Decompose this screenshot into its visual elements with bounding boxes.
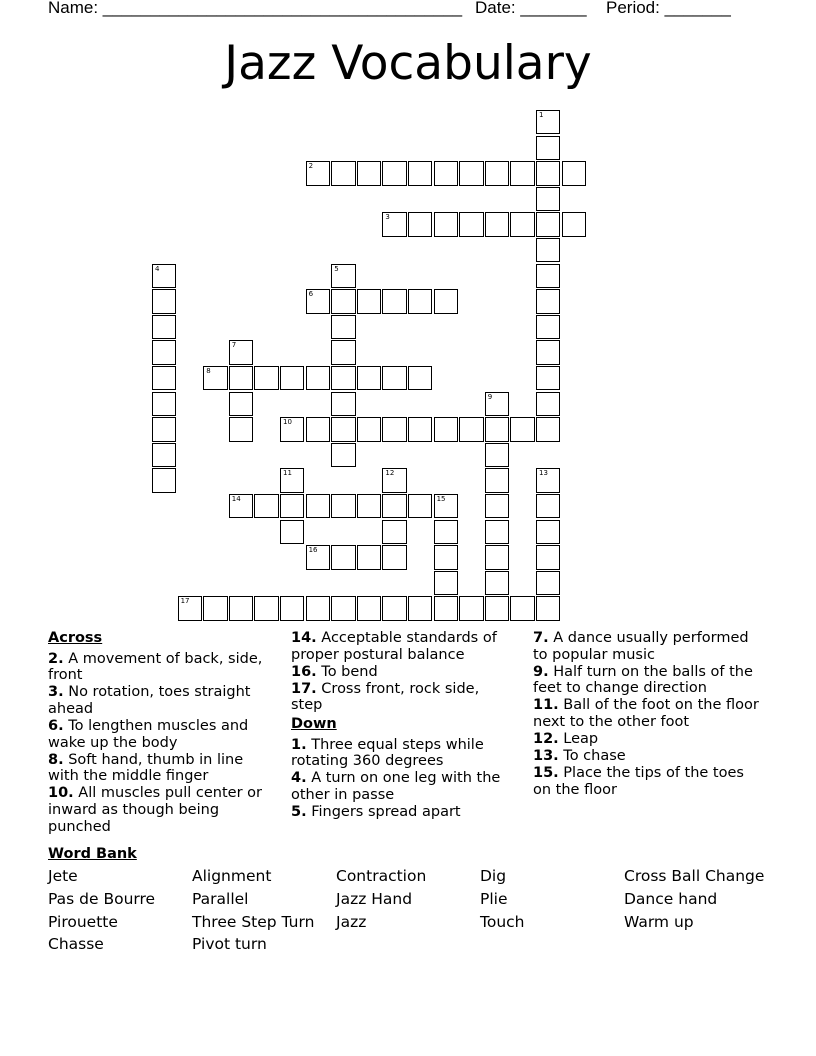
crossword-cell[interactable] bbox=[331, 366, 355, 390]
word-bank-item: Jete bbox=[48, 867, 78, 885]
crossword-cell[interactable] bbox=[536, 468, 560, 492]
page-title: Jazz Vocabulary bbox=[224, 36, 592, 91]
crossword-cell[interactable] bbox=[306, 289, 330, 313]
name-field-label: Name: ______________________________________ bbox=[48, 0, 463, 17]
down-heading: Down bbox=[291, 715, 337, 732]
word-bank-item: Touch bbox=[480, 912, 525, 931]
clue-item bbox=[533, 697, 763, 730]
across-heading: Across bbox=[48, 630, 103, 646]
clue-item bbox=[48, 684, 276, 717]
crossword-cell[interactable] bbox=[229, 392, 253, 416]
crossword-cell[interactable] bbox=[459, 417, 483, 441]
crossword-cell[interactable] bbox=[434, 596, 458, 620]
crossword-cell[interactable] bbox=[331, 315, 355, 339]
clue-item bbox=[48, 651, 276, 684]
clue-number: 17 bbox=[180, 597, 190, 606]
crossword-cell[interactable] bbox=[152, 468, 176, 492]
clue-number-label: 10. bbox=[48, 785, 74, 802]
word-bank-item: Pirouette bbox=[48, 912, 118, 931]
crossword-cell[interactable] bbox=[536, 366, 560, 390]
crossword-cell[interactable] bbox=[331, 596, 355, 620]
clue-number: 2 bbox=[308, 162, 314, 171]
clue-text: To bend bbox=[316, 663, 378, 680]
crossword-cell[interactable] bbox=[152, 289, 176, 313]
clue-item bbox=[48, 752, 276, 785]
crossword-cell[interactable] bbox=[331, 289, 355, 313]
clue-item bbox=[291, 681, 515, 714]
crossword-cell[interactable] bbox=[357, 545, 381, 569]
crossword-cell[interactable] bbox=[357, 494, 381, 518]
clue-text: To chase bbox=[558, 748, 626, 765]
clue-item bbox=[48, 718, 276, 751]
crossword-cell[interactable] bbox=[485, 596, 509, 620]
crossword-cell[interactable] bbox=[254, 494, 278, 518]
crossword-cell[interactable] bbox=[510, 417, 534, 441]
clue-number-label: 14. bbox=[291, 630, 317, 646]
clue-number: 6 bbox=[308, 290, 314, 299]
clue-item bbox=[533, 748, 763, 765]
clue-item bbox=[291, 737, 515, 770]
crossword-cell[interactable] bbox=[536, 264, 560, 288]
word-bank-item: Dance hand bbox=[624, 889, 718, 908]
crossword-cell[interactable] bbox=[485, 520, 509, 544]
clue-text: Soft hand, thumb in line with the middle finger bbox=[48, 751, 244, 785]
crossword-cell[interactable] bbox=[382, 596, 406, 620]
crossword-cell[interactable] bbox=[152, 315, 176, 339]
crossword-cell[interactable] bbox=[434, 571, 458, 595]
crossword-cell[interactable] bbox=[178, 596, 202, 620]
down-clue-list-continued bbox=[533, 630, 763, 798]
crossword-cell[interactable] bbox=[357, 289, 381, 313]
crossword-cell[interactable] bbox=[536, 187, 560, 211]
crossword-cell[interactable] bbox=[434, 161, 458, 185]
crossword-cell[interactable] bbox=[280, 417, 304, 441]
clue-text: A dance usually performed to popular music bbox=[533, 630, 749, 663]
clue-number-label: 2. bbox=[48, 650, 64, 667]
clue-number-label: 17. bbox=[291, 680, 317, 697]
crossword-cell[interactable] bbox=[434, 289, 458, 313]
crossword-cell[interactable] bbox=[254, 366, 278, 390]
clue-number-label: 7. bbox=[533, 630, 549, 646]
period-field-label: Period: _______ bbox=[606, 0, 731, 17]
crossword-cell[interactable] bbox=[434, 520, 458, 544]
clue-item bbox=[48, 785, 276, 835]
crossword-cell[interactable] bbox=[382, 545, 406, 569]
word-bank-item: Pas de Bourre bbox=[48, 889, 156, 908]
clue-number: 7 bbox=[231, 341, 237, 350]
word-bank-title: Word Bank bbox=[48, 846, 137, 862]
crossword-cell[interactable] bbox=[408, 212, 432, 236]
crossword-cell[interactable] bbox=[485, 571, 509, 595]
crossword-cell[interactable] bbox=[357, 596, 381, 620]
clue-number-label: 8. bbox=[48, 751, 64, 768]
crossword-cell[interactable] bbox=[382, 366, 406, 390]
crossword-cell[interactable] bbox=[536, 571, 560, 595]
crossword-cell[interactable] bbox=[203, 596, 227, 620]
clue-number: 15 bbox=[436, 495, 446, 503]
crossword-cell[interactable] bbox=[280, 468, 304, 492]
clue-number-label: 11. bbox=[533, 697, 559, 714]
crossword-cell[interactable] bbox=[536, 417, 560, 441]
word-bank-item: Dig bbox=[480, 867, 507, 885]
word-bank-item: Pivot turn bbox=[192, 935, 267, 954]
crossword-cell[interactable] bbox=[382, 212, 406, 236]
crossword-cell[interactable] bbox=[408, 417, 432, 441]
crossword-cell[interactable] bbox=[229, 596, 253, 620]
clue-item bbox=[291, 630, 515, 663]
clues-column-1 bbox=[48, 630, 276, 836]
crossword-cell[interactable] bbox=[536, 545, 560, 569]
crossword-cell[interactable] bbox=[306, 366, 330, 390]
crossword-cell[interactable] bbox=[408, 494, 432, 518]
word-bank-item: Parallel bbox=[192, 889, 249, 908]
clue-number-label: 16. bbox=[291, 663, 317, 680]
clue-number-label: 15. bbox=[533, 765, 559, 782]
clue-item bbox=[291, 804, 515, 821]
crossword-cell[interactable] bbox=[536, 136, 560, 160]
date-field-label: Date: _______ bbox=[475, 0, 587, 17]
clue-number: 8 bbox=[206, 367, 211, 375]
crossword-cell[interactable] bbox=[408, 366, 432, 390]
crossword-cell[interactable] bbox=[152, 340, 176, 364]
word-bank-item: Plie bbox=[480, 889, 508, 908]
crossword-cell[interactable] bbox=[331, 545, 355, 569]
clue-item bbox=[533, 731, 763, 748]
crossword-cell[interactable] bbox=[306, 596, 330, 620]
crossword-cell[interactable] bbox=[485, 494, 509, 518]
clue-number-label: 13. bbox=[533, 748, 559, 765]
crossword-cell[interactable] bbox=[408, 596, 432, 620]
crossword-cell[interactable] bbox=[382, 289, 406, 313]
clue-item bbox=[291, 770, 515, 803]
across-clue-list bbox=[48, 651, 276, 836]
clue-text: Ball of the foot on the floor next to the other foot bbox=[533, 697, 759, 730]
crossword-cell[interactable] bbox=[510, 161, 534, 185]
crossword-cell[interactable] bbox=[229, 340, 253, 364]
crossword-cell[interactable] bbox=[229, 366, 253, 390]
word-bank-item: Alignment bbox=[192, 867, 272, 885]
crossword-cell[interactable] bbox=[485, 392, 509, 416]
crossword-cell[interactable] bbox=[152, 366, 176, 390]
clue-number: 1 bbox=[539, 111, 544, 119]
clue-text: All muscles pull center or inward as though being punched bbox=[48, 785, 262, 835]
crossword-cell[interactable] bbox=[536, 110, 560, 134]
crossword-cell[interactable] bbox=[331, 417, 355, 441]
clue-number-label: 4. bbox=[291, 770, 307, 787]
clue-text: Cross front, rock side, step bbox=[291, 680, 480, 714]
crossword-cell[interactable] bbox=[485, 212, 509, 236]
clue-text: Place the tips of the toes on the floor bbox=[533, 765, 744, 798]
crossword-cell[interactable] bbox=[203, 366, 227, 390]
clue-number: 13 bbox=[539, 469, 548, 478]
crossword-cell[interactable] bbox=[229, 417, 253, 441]
crossword-cell[interactable] bbox=[331, 340, 355, 364]
crossword-cell[interactable] bbox=[485, 545, 509, 569]
crossword-cell[interactable] bbox=[280, 366, 304, 390]
crossword-cell[interactable] bbox=[382, 161, 406, 185]
crossword-cell[interactable] bbox=[306, 494, 330, 518]
crossword-cell[interactable] bbox=[459, 212, 483, 236]
word-bank-item: Jazz Hand bbox=[336, 889, 413, 908]
crossword-cell[interactable] bbox=[152, 417, 176, 441]
crossword-cell[interactable] bbox=[280, 494, 304, 518]
clue-number-label: 6. bbox=[48, 717, 64, 734]
word-bank-item: Contraction bbox=[336, 867, 427, 885]
crossword-cell[interactable] bbox=[306, 417, 330, 441]
crossword-cell[interactable] bbox=[331, 392, 355, 416]
clue-number: 4 bbox=[155, 264, 160, 273]
crossword-cell[interactable] bbox=[357, 417, 381, 441]
clue-text: No rotation, toes straight ahead bbox=[48, 684, 251, 717]
crossword-cell[interactable] bbox=[536, 340, 560, 364]
clue-number-label: 5. bbox=[291, 803, 307, 820]
crossword-cell[interactable] bbox=[408, 161, 432, 185]
crossword-cell[interactable] bbox=[152, 392, 176, 416]
clue-number: 10 bbox=[283, 418, 292, 427]
clue-number: 5 bbox=[334, 264, 339, 273]
crossword-cell[interactable] bbox=[331, 264, 355, 288]
crossword-cell[interactable] bbox=[434, 212, 458, 236]
crossword-cell[interactable] bbox=[536, 392, 560, 416]
crossword-cell[interactable] bbox=[280, 596, 304, 620]
clue-number: 3 bbox=[385, 213, 390, 222]
crossword-cell[interactable] bbox=[562, 212, 586, 236]
crossword-cell[interactable] bbox=[485, 417, 509, 441]
clue-number: 9 bbox=[487, 392, 493, 401]
word-bank-item: Jazz bbox=[336, 912, 367, 931]
crossword-cell[interactable] bbox=[331, 443, 355, 467]
clue-text: To lengthen muscles and wake up the body bbox=[48, 717, 249, 751]
clue-number: 11 bbox=[283, 469, 292, 478]
clue-number: 16 bbox=[308, 546, 318, 555]
crossword-cell[interactable] bbox=[382, 468, 406, 492]
crossword-cell[interactable] bbox=[536, 494, 560, 518]
crossword-cell[interactable] bbox=[510, 596, 534, 620]
word-bank-item: Warm up bbox=[624, 912, 694, 931]
crossword-cell[interactable] bbox=[331, 494, 355, 518]
crossword-cell[interactable] bbox=[306, 545, 330, 569]
crossword-cell[interactable] bbox=[536, 289, 560, 313]
word-bank-item: Chasse bbox=[48, 935, 104, 954]
crossword-cell[interactable] bbox=[382, 520, 406, 544]
crossword-cell[interactable] bbox=[510, 212, 534, 236]
crossword-cell[interactable] bbox=[280, 520, 304, 544]
clue-text: A movement of back, side, front bbox=[48, 650, 263, 684]
crossword-cell[interactable] bbox=[562, 161, 586, 185]
crossword-cell[interactable] bbox=[229, 494, 253, 518]
clue-item bbox=[533, 765, 763, 798]
crossword-cell[interactable] bbox=[382, 494, 406, 518]
down-clue-list bbox=[291, 737, 515, 821]
crossword-cell[interactable] bbox=[459, 161, 483, 185]
crossword-cell[interactable] bbox=[357, 161, 381, 185]
clue-text: Three equal steps while rotating 360 degrees bbox=[291, 736, 484, 770]
crossword-cell[interactable] bbox=[408, 289, 432, 313]
crossword-cell[interactable] bbox=[434, 417, 458, 441]
crossword-cell[interactable] bbox=[254, 596, 278, 620]
clues-column-3 bbox=[533, 630, 763, 799]
crossword-cell[interactable] bbox=[152, 443, 176, 467]
crossword-cell[interactable] bbox=[536, 238, 560, 262]
crossword-cell[interactable] bbox=[536, 520, 560, 544]
clue-item bbox=[533, 630, 763, 663]
clue-number-label: 1. bbox=[291, 736, 307, 753]
clue-text: Leap bbox=[558, 731, 599, 748]
clue-item bbox=[533, 664, 763, 697]
clue-number-label: 12. bbox=[533, 731, 559, 748]
clue-text: Fingers spread apart bbox=[306, 803, 461, 820]
crossword-cell[interactable] bbox=[331, 161, 355, 185]
crossword-cell[interactable] bbox=[485, 468, 509, 492]
clue-text: A turn on one leg with the other in passe bbox=[291, 770, 501, 803]
clue-text: Acceptable standards of proper postural balance bbox=[291, 630, 497, 663]
clue-text: Half turn on the balls of the feet to change direction bbox=[533, 663, 753, 697]
across-clue-list-continued bbox=[291, 630, 515, 714]
word-bank-item: Cross Ball Change bbox=[624, 867, 765, 885]
word-bank-item: Three Step Turn bbox=[192, 912, 315, 931]
clue-number-label: 3. bbox=[48, 684, 64, 701]
crossword-cell[interactable] bbox=[434, 494, 458, 518]
crossword-cell[interactable] bbox=[536, 212, 560, 236]
crossword-cell[interactable] bbox=[536, 161, 560, 185]
crossword-cell[interactable] bbox=[485, 161, 509, 185]
crossword-cell[interactable] bbox=[357, 366, 381, 390]
crossword-cell[interactable] bbox=[459, 596, 483, 620]
crossword-cell[interactable] bbox=[434, 545, 458, 569]
clue-number-label: 9. bbox=[533, 663, 549, 680]
crossword-cell[interactable] bbox=[382, 417, 406, 441]
crossword-cell[interactable] bbox=[536, 596, 560, 620]
crossword-cell[interactable] bbox=[536, 315, 560, 339]
clue-number: 12 bbox=[385, 469, 395, 478]
clue-number: 14 bbox=[231, 495, 241, 503]
crossword-cell[interactable] bbox=[152, 264, 176, 288]
clue-item bbox=[291, 664, 515, 681]
crossword-cell[interactable] bbox=[306, 161, 330, 185]
clues-column-2 bbox=[291, 630, 515, 821]
crossword-cell[interactable] bbox=[485, 443, 509, 467]
